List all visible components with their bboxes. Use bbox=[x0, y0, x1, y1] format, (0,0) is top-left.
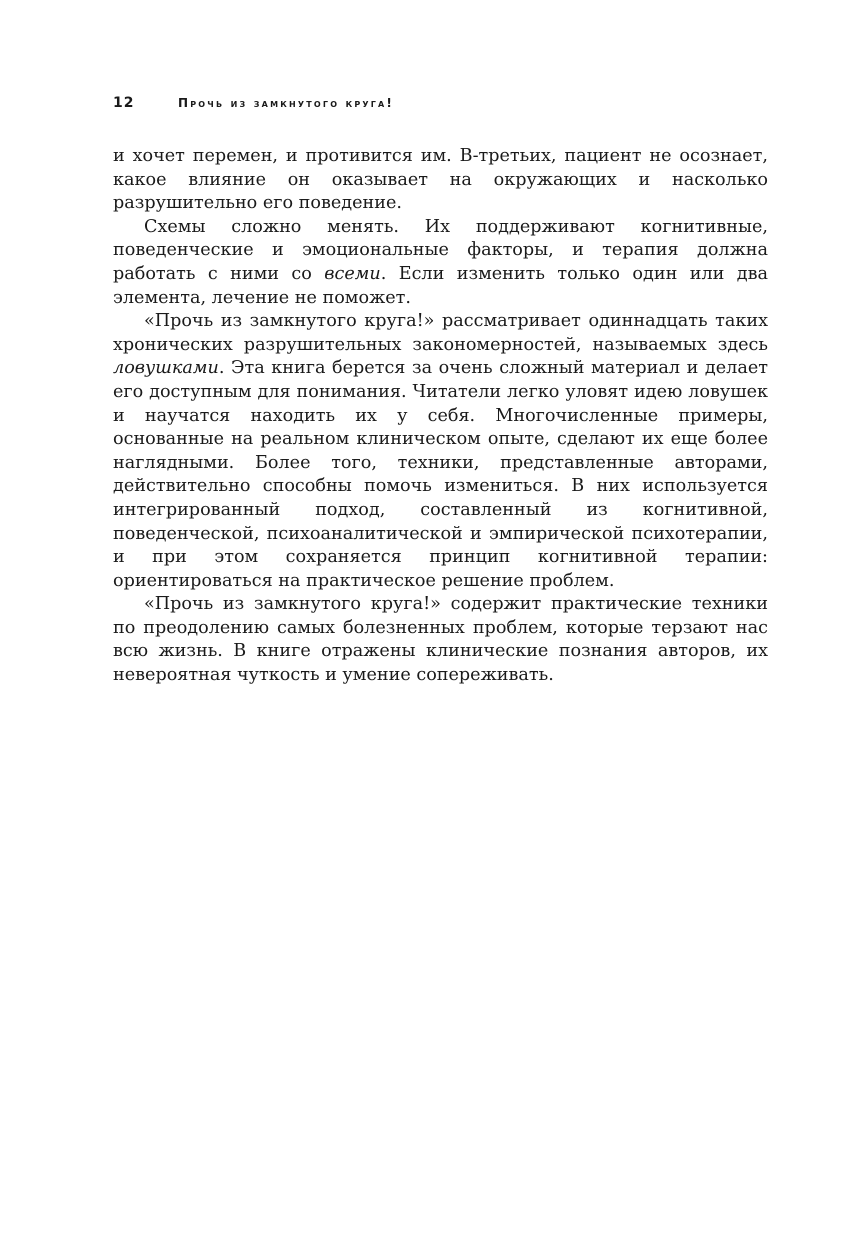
emphasis-lovushkami: ловушками bbox=[113, 358, 219, 379]
paragraph-3-text-end: . Эта книга берется за очень сложный материал и делает его доступным для понимания. Читатели легко уловят идею ловушек и научатся находить их у себя. Многочисленные примеры, основанные на реальном клиническом опыте, сделают их еще более наглядными. Более того, техники, представленные авторами, действительно способны помочь измениться. В них используется интегрированный подход, составленный из когнитивной, поведенческой, психоаналитической и эмпирической психотерапии, и при этом сохраняется принцип когнитивной терапии: ориентироваться на практическое решение проблем. bbox=[113, 358, 768, 591]
paragraph-1: и хочет перемен, и противится им. В-третьих, пациент не осознает, какое влияние он оказывает на окружающих и насколько разрушительно его поведение. bbox=[113, 146, 768, 214]
paragraph-3 bbox=[113, 310, 768, 593]
running-title: Прочь из замкнутого круга! bbox=[178, 96, 395, 110]
page-text bbox=[113, 145, 768, 688]
paragraph-2 bbox=[113, 216, 768, 310]
paragraph-3-text-start: «Прочь из замкнутого круга!» рассматривает одиннадцать таких хронических разрушительных закономерностей, называемых здесь bbox=[113, 311, 768, 355]
emphasis-vsemi: всеми bbox=[324, 263, 381, 284]
paragraph-4: «Прочь из замкнутого круга!» содержит практические техники по преодолению самых болезненных проблем, которые терзают нас всю жизнь. В книге отражены клинические познания авторов, их невероятная чуткость и умение сопереживать. bbox=[113, 594, 768, 686]
paragraph-2-text-end: . Если изменить только один или два элемента, лечение не поможет. bbox=[113, 263, 768, 308]
page-number: 12 bbox=[113, 95, 135, 111]
paragraph-2-text-start: Схемы сложно менять. Их поддерживают когнитивные, поведенческие и эмоциональные факторы, и терапия должна работать с ними со bbox=[113, 216, 768, 284]
running-header bbox=[113, 93, 768, 113]
